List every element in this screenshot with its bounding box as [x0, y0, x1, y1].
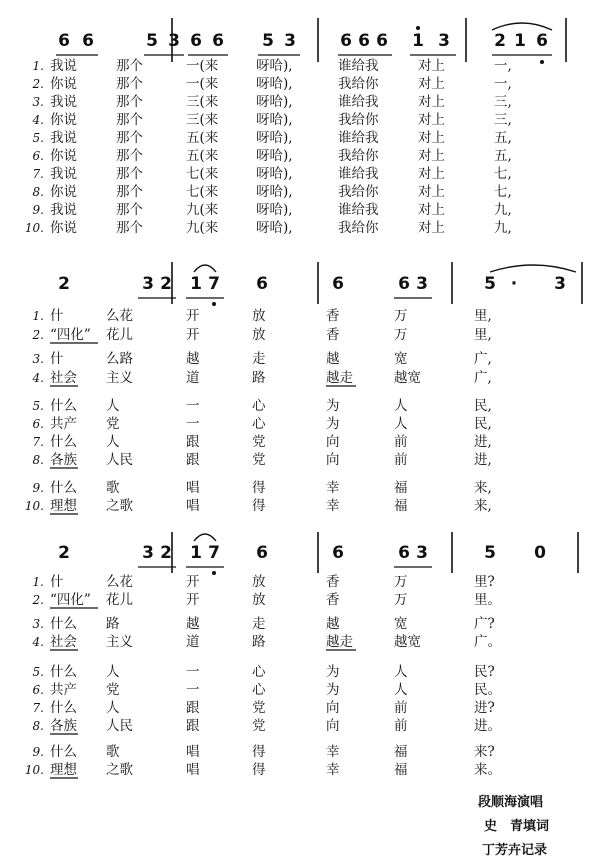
lyric-word: 什么	[50, 664, 77, 680]
lyric-word: 主义	[106, 634, 133, 650]
lyric-word: 么花	[106, 308, 133, 324]
note: 6	[212, 31, 224, 51]
note: ·	[510, 274, 518, 294]
verse-number: 2.	[32, 328, 44, 342]
lyric-word: 人	[106, 398, 120, 414]
lyric-word: 宽	[394, 351, 408, 367]
lyric-word: 什	[50, 308, 64, 324]
lyric-word: 香	[326, 574, 340, 590]
lyric-word: 香	[326, 327, 340, 343]
lyric-word: 九(来	[186, 220, 219, 236]
lyric-word: 为	[326, 664, 340, 680]
note: 6	[256, 274, 268, 294]
lyric-word: 呀哈),	[256, 220, 293, 236]
lyric-word: “四化”	[50, 327, 91, 343]
lyric-word: 越走	[326, 370, 353, 386]
lyric-word: 你说	[50, 184, 77, 200]
lyric-word: 福	[394, 744, 408, 760]
note: 6	[358, 31, 370, 51]
verse-number: 8.	[32, 719, 44, 733]
note: 3	[168, 31, 180, 51]
verse-numbers	[25, 59, 44, 777]
note: 7	[208, 274, 220, 294]
lyric-word: 呀哈),	[256, 202, 293, 218]
lyric-word: 谁给我	[338, 94, 379, 110]
note: 6	[376, 31, 388, 51]
verse-number: 10.	[24, 221, 44, 235]
lyric-word: 万	[394, 308, 408, 324]
verse-number: 3.	[32, 95, 44, 109]
lyric-word: 呀哈),	[256, 148, 293, 164]
note: 3	[416, 543, 428, 563]
lyric-word: 跟	[186, 452, 200, 468]
lyric-word: 路	[252, 370, 266, 386]
lyric-word: 那个	[116, 184, 143, 200]
octave-dot	[212, 302, 216, 306]
lyric-word: 路	[252, 634, 266, 650]
lyric-word: 里?	[474, 574, 495, 590]
lyric-word: 人	[394, 682, 408, 698]
lyric-word: 三,	[494, 94, 512, 110]
lyric-word: 越	[186, 616, 200, 632]
lyric-word: 三(来	[186, 94, 219, 110]
note: 3	[284, 31, 296, 51]
lyric-word: 社会	[50, 634, 77, 650]
lyric-word: 跟	[186, 700, 200, 716]
note: 3	[438, 31, 450, 51]
lyric-word: 你说	[50, 112, 77, 128]
verse-number: 9.	[32, 203, 44, 217]
lyric-word: 对上	[418, 148, 445, 164]
lyric-word: 我给你	[338, 184, 379, 200]
lyric-word: 那个	[116, 202, 143, 218]
lyric-word: 什么	[50, 616, 77, 632]
lyric-word: 万	[394, 574, 408, 590]
verse-number: 1.	[32, 309, 44, 323]
note: 3	[416, 274, 428, 294]
note: 6	[82, 31, 94, 51]
lyric-word: 越走	[326, 634, 353, 650]
lyric-word: 放	[252, 327, 266, 343]
lyric-word: 人	[394, 398, 408, 414]
lyric-word: 人	[106, 700, 120, 716]
verse-number: 7.	[32, 435, 44, 449]
slur	[490, 265, 576, 272]
lyric-word: 放	[252, 592, 266, 608]
lyric-word: 那个	[116, 76, 143, 92]
verse-number: 9.	[32, 745, 44, 759]
lyric-word: 心	[252, 682, 266, 698]
verse-number: 1.	[32, 575, 44, 589]
lyric-word: 走	[252, 616, 266, 632]
lyric-word: 越宽	[394, 370, 421, 386]
lyric-word: 那个	[116, 58, 143, 74]
lyric-word: 跟	[186, 718, 200, 734]
lyric-word: 共产	[50, 416, 77, 432]
lyric-word: 进。	[474, 718, 501, 734]
lyric-word: 道	[186, 634, 200, 650]
note: 1	[190, 274, 202, 294]
lyric-word: 越	[186, 351, 200, 367]
lyric-word: 福	[394, 480, 408, 496]
lyric-word: 七(来	[186, 166, 219, 182]
lyric-word: 一(来	[186, 58, 219, 74]
lyric-word: 花儿	[106, 592, 133, 608]
lyric-word: 为	[326, 682, 340, 698]
lyric-word: 么花	[106, 574, 133, 590]
lyric-word: 万	[394, 592, 408, 608]
lyric-word: 一(来	[186, 76, 219, 92]
lyric-word: 之歌	[106, 498, 133, 514]
lyric-word: 唱	[186, 744, 200, 760]
lyric-word: 呀哈),	[256, 184, 293, 200]
lyric-word: 道	[186, 370, 200, 386]
lyric-word: 你说	[50, 220, 77, 236]
lyric-word: 三(来	[186, 112, 219, 128]
verse-number: 4.	[32, 371, 44, 385]
verse-number: 1.	[32, 59, 44, 73]
lyric-word: 对上	[418, 112, 445, 128]
verse-number: 8.	[32, 185, 44, 199]
note: 1	[412, 31, 424, 51]
verse-number: 3.	[32, 617, 44, 631]
lyric-word: 谁给我	[338, 130, 379, 146]
lyric-word: 幸	[326, 480, 340, 496]
lyric-word: 九,	[494, 202, 512, 218]
lyric-word: 一	[186, 398, 200, 414]
lyric-word: 你说	[50, 148, 77, 164]
lyric-word: 开	[186, 308, 200, 324]
note: 6	[398, 274, 410, 294]
lyric-word: 呀哈),	[256, 130, 293, 146]
lyric-word: 民。	[474, 682, 501, 698]
lyric-word: 呀哈),	[256, 166, 293, 182]
lyric-word: 党	[106, 682, 120, 698]
lyric-word: 对上	[418, 184, 445, 200]
lyric-rows	[50, 57, 512, 778]
lyric-word: 那个	[116, 220, 143, 236]
lyric-word: 我给你	[338, 112, 379, 128]
lyric-word: 党	[252, 700, 266, 716]
lyric-word: 广,	[474, 370, 492, 386]
lyric-word: 什么	[50, 398, 77, 414]
lyric-word: 我说	[50, 166, 77, 182]
verse-number: 7.	[32, 701, 44, 715]
note: 6	[58, 31, 70, 51]
lyric-word: 宽	[394, 616, 408, 632]
lyric-word: 一	[186, 664, 200, 680]
lyric-word: 民?	[474, 664, 495, 680]
lyric-word: 那个	[116, 148, 143, 164]
lyric-word: 歌	[106, 480, 120, 496]
lyric-word: 我说	[50, 94, 77, 110]
verse-number: 7.	[32, 167, 44, 181]
credit-lyricist: 史 青填词	[484, 819, 550, 834]
lyric-word: 幸	[326, 744, 340, 760]
note: 6	[536, 31, 548, 51]
lyric-word: 开	[186, 592, 200, 608]
lyric-word: 我给你	[338, 76, 379, 92]
octave-dot	[416, 26, 420, 30]
lyric-word: 什么	[50, 700, 77, 716]
lyric-word: 得	[252, 498, 266, 514]
note: 6	[398, 543, 410, 563]
lyric-word: 一	[186, 682, 200, 698]
lyric-word: 理想	[50, 498, 77, 514]
lyric-word: 什	[50, 574, 64, 590]
lyric-word: 福	[394, 762, 408, 778]
lyric-word: 人	[106, 434, 120, 450]
lyric-word: 对上	[418, 58, 445, 74]
verse-number: 5.	[32, 131, 44, 145]
lyric-word: 来,	[474, 480, 492, 496]
lyric-word: 为	[326, 398, 340, 414]
lyric-word: 越	[326, 351, 340, 367]
lyric-word: 唱	[186, 480, 200, 496]
lyric-word: 来?	[474, 744, 495, 760]
verse-number: 6.	[32, 417, 44, 431]
lyric-word: 得	[252, 744, 266, 760]
lyric-word: 各族	[50, 452, 77, 468]
lyric-word: 七,	[494, 166, 512, 182]
lyric-word: 那个	[116, 112, 143, 128]
lyric-word: 呀哈),	[256, 76, 293, 92]
lyric-word: 共产	[50, 682, 77, 698]
note: 5	[484, 274, 496, 294]
lyric-word: 那个	[116, 94, 143, 110]
lyric-word: 广?	[474, 616, 495, 632]
lyric-word: 民,	[474, 398, 492, 414]
lyric-word: 向	[326, 434, 340, 450]
note: 1	[514, 31, 526, 51]
lyric-word: 什么	[50, 744, 77, 760]
lyric-word: 那个	[116, 166, 143, 182]
lyric-word: 呀哈),	[256, 94, 293, 110]
lyric-word: 一,	[494, 76, 512, 92]
lyric-word: 进?	[474, 700, 495, 716]
lyric-word: 对上	[418, 202, 445, 218]
lyric-word: 越宽	[394, 634, 421, 650]
note: 5	[262, 31, 274, 51]
lyric-word: 里。	[474, 592, 501, 608]
verse-number: 6.	[32, 149, 44, 163]
credits	[477, 794, 549, 858]
lyric-word: 对上	[418, 220, 445, 236]
note: 5	[484, 543, 496, 563]
octave-dot	[540, 60, 544, 64]
lyric-word: 对上	[418, 130, 445, 146]
lyric-word: 广,	[474, 351, 492, 367]
verse-number: 8.	[32, 453, 44, 467]
note: 2	[494, 31, 506, 51]
lyric-word: 唱	[186, 498, 200, 514]
lyric-word: 向	[326, 700, 340, 716]
note: 0	[534, 543, 546, 563]
lyric-word: 什么	[50, 480, 77, 496]
lyric-word: 我给你	[338, 220, 379, 236]
note: 7	[208, 543, 220, 563]
credit-singer: 段顺海演唱	[478, 795, 544, 810]
note: 6	[256, 543, 268, 563]
lyric-word: 来,	[474, 498, 492, 514]
lyric-word: 谁给我	[338, 166, 379, 182]
note: 2	[160, 274, 172, 294]
verse-number: 3.	[32, 352, 44, 366]
lyric-word: 向	[326, 718, 340, 734]
lyric-word: 对上	[418, 166, 445, 182]
octave-dot	[212, 571, 216, 575]
lyric-word: 香	[326, 592, 340, 608]
slur	[194, 534, 216, 541]
lyric-word: 进,	[474, 452, 492, 468]
note: 6	[332, 543, 344, 563]
lyric-word: 开	[186, 327, 200, 343]
verse-number: 2.	[32, 593, 44, 607]
lyric-word: 三,	[494, 112, 512, 128]
lyric-word: 谁给我	[338, 58, 379, 74]
note: 1	[190, 543, 202, 563]
note: 6	[332, 274, 344, 294]
lyric-word: 我说	[50, 130, 77, 146]
note: 3	[142, 274, 154, 294]
note: 3	[142, 543, 154, 563]
verse-number: 6.	[32, 683, 44, 697]
lyric-word: 我说	[50, 202, 77, 218]
lyric-word: 路	[106, 616, 120, 632]
note: 6	[340, 31, 352, 51]
lyric-word: 幸	[326, 498, 340, 514]
lyric-word: 一,	[494, 58, 512, 74]
lyric-word: 党	[252, 718, 266, 734]
lyric-word: 开	[186, 574, 200, 590]
lyric-word: 呀哈),	[256, 112, 293, 128]
lyric-word: 什	[50, 351, 64, 367]
lyric-word: 理想	[50, 762, 77, 778]
lyric-word: 越	[326, 616, 340, 632]
lyric-word: 七,	[494, 184, 512, 200]
lyric-word: 福	[394, 498, 408, 514]
lyric-word: 万	[394, 327, 408, 343]
verse-number: 5.	[32, 665, 44, 679]
lyric-word: 社会	[50, 370, 77, 386]
lyric-word: “四化”	[50, 592, 91, 608]
lyric-word: 五(来	[186, 148, 219, 164]
lyric-word: 香	[326, 308, 340, 324]
lyric-word: 人民	[106, 718, 133, 734]
lyric-word: 跟	[186, 434, 200, 450]
lyric-word: 五,	[494, 130, 512, 146]
lyric-word: 唱	[186, 762, 200, 778]
verse-number: 4.	[32, 635, 44, 649]
lyric-word: 里,	[474, 327, 492, 343]
lyric-word: 五,	[494, 148, 512, 164]
lyric-word: 放	[252, 574, 266, 590]
verse-number: 4.	[32, 113, 44, 127]
lyric-word: 来。	[474, 762, 501, 778]
lyric-word: 什么	[50, 434, 77, 450]
lyric-word: 前	[394, 718, 408, 734]
lyric-word: 里,	[474, 308, 492, 324]
verse-number: 9.	[32, 481, 44, 495]
note: 6	[190, 31, 202, 51]
lyric-word: 呀哈),	[256, 58, 293, 74]
lyric-word: 进,	[474, 434, 492, 450]
lyric-word: 谁给我	[338, 202, 379, 218]
lyric-word: 各族	[50, 718, 77, 734]
lyric-word: 人民	[106, 452, 133, 468]
note: 2	[160, 543, 172, 563]
lyric-word: 幸	[326, 762, 340, 778]
lyric-word: 前	[394, 434, 408, 450]
lyric-word: 我给你	[338, 148, 379, 164]
lyric-word: 一	[186, 416, 200, 432]
lyric-word: 五(来	[186, 130, 219, 146]
lyric-word: 党	[252, 452, 266, 468]
lyric-word: 前	[394, 452, 408, 468]
verse-number: 5.	[32, 399, 44, 413]
lyric-word: 人	[394, 664, 408, 680]
lyric-word: 走	[252, 351, 266, 367]
note: 5	[146, 31, 158, 51]
lyric-word: 为	[326, 416, 340, 432]
verse-number: 10.	[24, 763, 44, 777]
lyric-word: 民,	[474, 416, 492, 432]
lyric-word: 那个	[116, 130, 143, 146]
note: 3	[554, 274, 566, 294]
note: 2	[58, 274, 70, 294]
lyric-word: 得	[252, 480, 266, 496]
lyric-word: 心	[252, 398, 266, 414]
lyric-word: 人	[394, 416, 408, 432]
lyric-word: 得	[252, 762, 266, 778]
lyric-word: 九(来	[186, 202, 219, 218]
lyric-word: 对上	[418, 94, 445, 110]
slur	[492, 23, 552, 30]
lyric-word: 歌	[106, 744, 120, 760]
lyric-word: 心	[252, 664, 266, 680]
lyric-word: 你说	[50, 76, 77, 92]
slur	[194, 265, 216, 272]
lyric-word: 党	[252, 434, 266, 450]
lyric-word: 广。	[474, 634, 501, 650]
verse-number: 2.	[32, 77, 44, 91]
lyric-word: 我说	[50, 58, 77, 74]
verse-number: 10.	[24, 499, 44, 513]
lyric-word: 向	[326, 452, 340, 468]
lyric-word: 主义	[106, 370, 133, 386]
lyric-word: 之歌	[106, 762, 133, 778]
lyric-word: 对上	[418, 76, 445, 92]
lyric-word: 花儿	[106, 327, 133, 343]
lyric-word: 七(来	[186, 184, 219, 200]
lyric-word: 前	[394, 700, 408, 716]
lyric-word: 党	[106, 416, 120, 432]
note: 2	[58, 543, 70, 563]
lyric-word: 人	[106, 664, 120, 680]
lyric-word: 心	[252, 416, 266, 432]
lyric-word: 放	[252, 308, 266, 324]
lyric-word: 么路	[106, 351, 133, 367]
lyric-word: 九,	[494, 220, 512, 236]
credit-recorder: 丁芳卉记录	[482, 843, 548, 858]
